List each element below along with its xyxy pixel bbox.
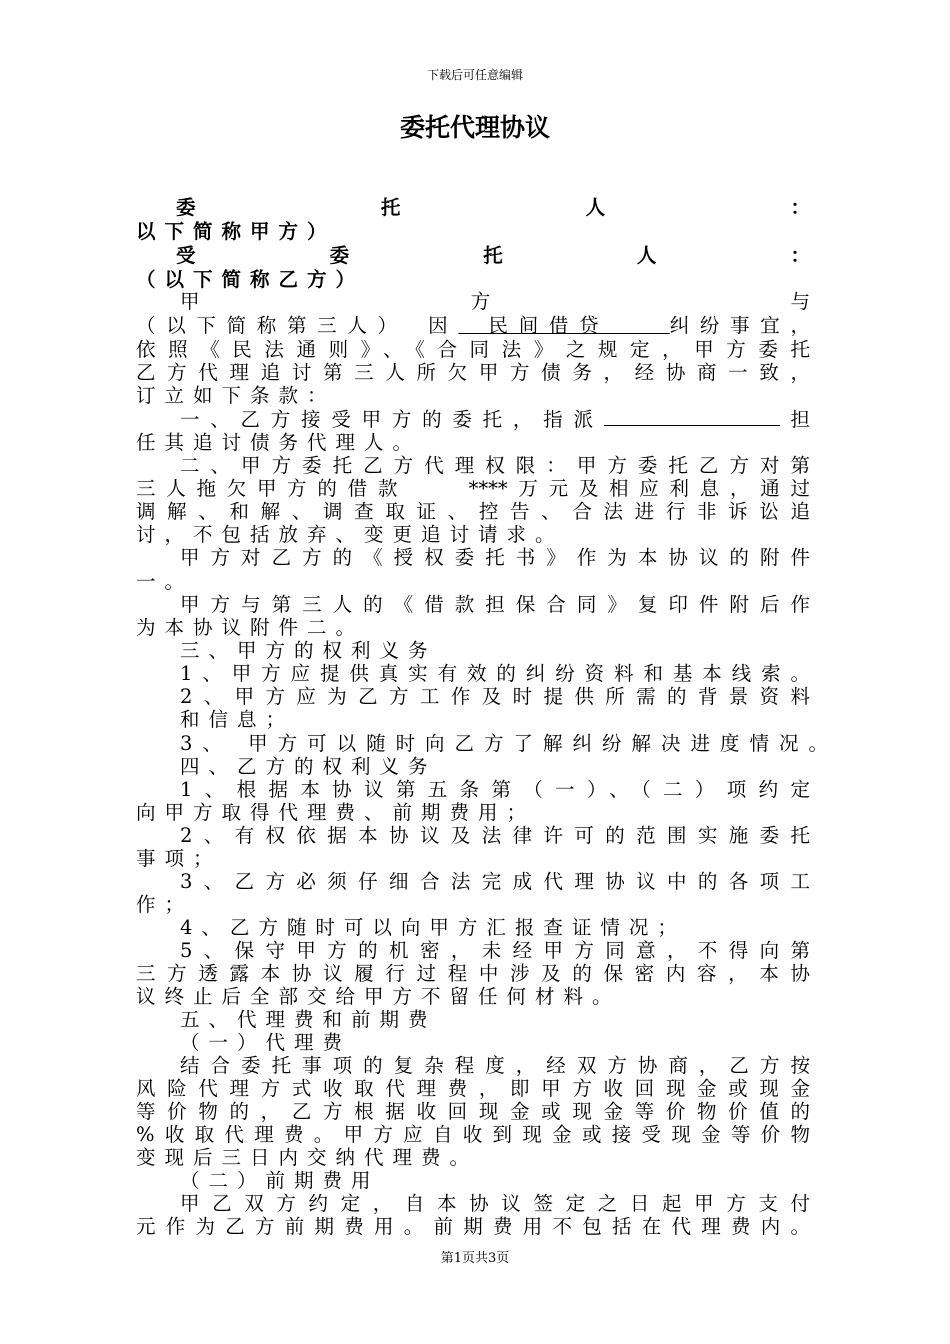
section-5-heading: 五、代理费和前期费 [180,1008,437,1031]
body-line: 调解、和解、调查取证、控告、合法进行非诉讼追 [136,500,810,523]
document-title: 委托代理协议 [399,113,550,142]
page-number: 第1页共3页 [440,1251,510,1266]
body-line: 依照《民法通则》、《合同法》之规定，甲方委托 [136,338,810,361]
clause-2: 二、甲方委托乙方代理权限：甲方委托乙方对第 [180,454,810,477]
clause-1: 一、乙方接受甲方的委托，指派 担 [180,408,810,431]
body-line: 一。 [136,570,194,593]
body-line: 1、甲方应提供真实有效的纠纷资料和基本线索。 [180,662,810,685]
body-line: 元作为乙方前期费用。前期费用不包括在代理费内。 [136,1215,810,1238]
body-line: 结合委托事项的复杂程度，经双方协商，乙方按 [180,1054,810,1077]
body-line: 和信息； [180,708,295,731]
body-line: 2、有权依据本协议及法律许可的范围实施委托 [180,824,810,847]
body-line: 任其追讨债务代理人。 [136,431,422,454]
body-line: 1、根据本协议第五条第（一）、（二）项约定 [180,778,810,801]
agent-name-blank[interactable] [604,407,780,426]
principal-line [136,196,810,220]
body-line: 变现后三日内交纳代理费。 [136,1146,479,1169]
body-line: 甲乙双方约定，自本协议签定之日起甲方支付 [180,1192,810,1215]
agent-label: 受 委 托 人 ： [176,244,810,267]
body-line: 3、 甲方可以随时向乙方了解纠纷解决进度情况。 [180,732,828,755]
body-line: 2、甲方应为乙方工作及时提供所需的背景资料 [180,685,810,708]
body-line: 作； [136,893,194,916]
third-party-line: 甲 方 与 [180,290,810,313]
body-line: 风险代理方式收取代理费，即甲方收回现金或现金 [136,1077,810,1100]
body-line: 甲方与第三人的《借款担保合同》复印件附后作 [180,593,810,616]
body-line: 订立如下条款： [136,384,336,407]
body-line: 三方透露本协议履行过程中涉及的保密内容，本协 [136,962,810,985]
body-line: 讨，不包括放弃、变更追讨请求。 [136,523,564,546]
dispute-type: 民间借贷 [458,314,670,337]
subsection-heading: （二）前期费用 [180,1169,380,1192]
body-line: 向甲方取得代理费、前期费用； [136,801,536,824]
subsection-heading: （一）代理费 [180,1031,352,1054]
principal-label: 委 托 人 ： [176,196,810,219]
dispute-line: （以下简称第三人） 因 民间借贷 纠纷事宜， [136,314,810,337]
body-line: 等价物的，乙方根据收回现金或现金等价物价值的 [136,1100,810,1123]
body-line: 甲方对乙方的《授权委托书》作为本协议的附件 [180,546,810,569]
body-line: 3、乙方必须仔细合法完成代理协议中的各项工 [180,870,810,893]
body-line: 为本协议附件二。 [136,616,365,639]
body-line: %收取代理费。甲方应自收到现金或接受现金等价物 [136,1123,810,1146]
agent-line [136,244,810,268]
agent-abbr: （以下简称乙方） [136,268,365,291]
section-4-heading: 四、乙方的权利义务 [180,755,437,778]
section-3-heading: 三、甲方的权利义务 [180,639,437,662]
body-line: 事项； [136,847,222,870]
body-line: 三人拖欠甲方的借款 ****万元及相应利息，通过 [136,477,810,500]
body-line: 乙方代理追讨第三人所欠甲方债务，经协商一致， [136,361,810,384]
page-header: 下载后可任意编辑 [426,68,523,82]
body-line: 4、乙方随时可以向甲方汇报查证情况； [180,916,686,939]
body-line: 5、保守甲方的机密，未经甲方同意，不得向第 [180,939,810,962]
body-line: 议终止后全部交给甲方不留任何材料。 [136,985,621,1008]
principal-abbr: 以下简称甲方） [136,220,336,243]
